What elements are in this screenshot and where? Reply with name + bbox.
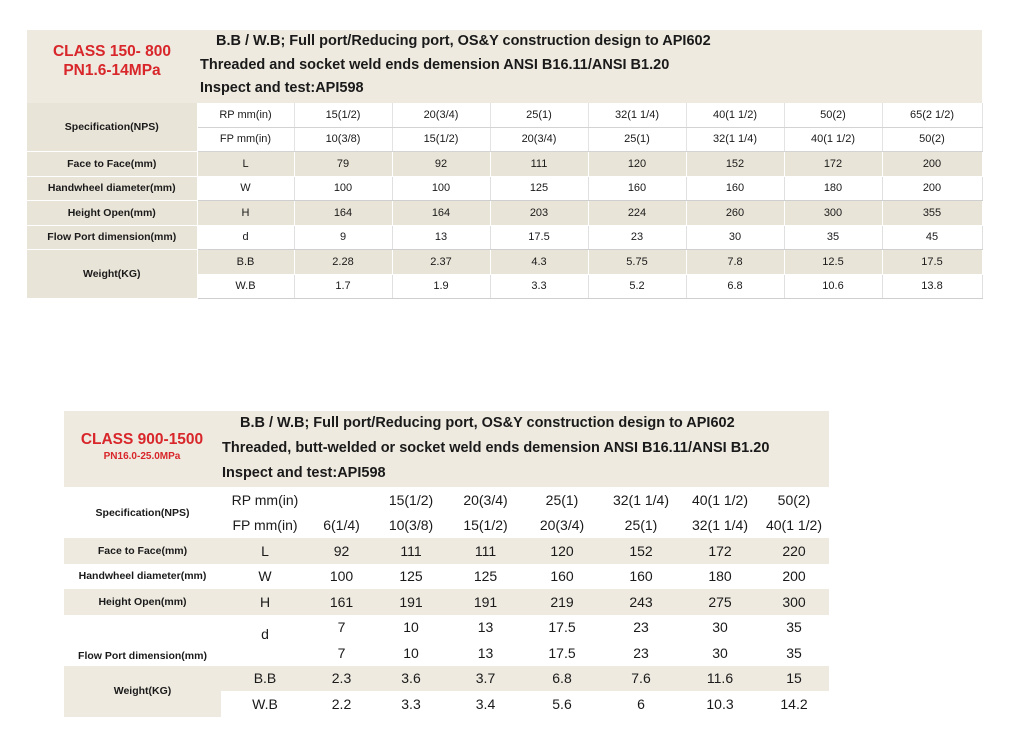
table-cell: 100: [392, 176, 490, 201]
row-label: Face to Face(mm): [27, 152, 197, 177]
table-cell: 2.3: [309, 666, 374, 692]
table-cell: 203: [490, 201, 588, 226]
table-cell: 15: [759, 666, 829, 692]
fp-label: FP mm(in): [232, 517, 298, 534]
table-cell: 45: [882, 225, 982, 250]
table-cell: 160: [588, 176, 686, 201]
table-cell: 17.5: [490, 225, 588, 250]
table-cell: 5.2: [588, 274, 686, 299]
table-cell: 10.3: [706, 695, 734, 712]
table-cell: 7: [337, 619, 346, 636]
table-cell: 25(1): [545, 491, 579, 508]
table-cell: 111: [490, 152, 588, 177]
table-cell: 164: [392, 201, 490, 226]
class-label: CLASS 150- 800: [52, 43, 172, 60]
description-line: Inspect and test:API598: [200, 80, 364, 96]
table-cell: 220: [759, 538, 829, 564]
table-row-handwheel: [64, 564, 829, 590]
table-cell: 6: [637, 695, 645, 712]
table-cell: 200: [882, 176, 982, 201]
table-cell: 275: [681, 589, 759, 615]
table-cell: 152: [686, 152, 784, 177]
flow-port-label: [64, 615, 221, 666]
table-cell: 243: [601, 589, 681, 615]
table-cell: 3.4: [475, 695, 496, 712]
table-row-height-open: [27, 201, 982, 226]
row-label: Height Open(mm): [64, 589, 221, 615]
table-cell: 7.6: [601, 666, 681, 692]
pressure-label: PN16.0-25.0MPa: [103, 451, 181, 463]
table-cell: 50(2): [784, 103, 882, 127]
weight-label: Weight(KG): [27, 250, 197, 299]
spec-label: Specification(NPS): [95, 506, 190, 519]
table-row-height-open: [64, 589, 829, 615]
table-cell: 224: [588, 201, 686, 226]
table-cell: 10(3/8): [388, 517, 434, 534]
table-cell: 14.2: [780, 695, 808, 712]
table-cell: 1.9: [392, 274, 490, 299]
class-label: CLASS 900-1500: [80, 431, 204, 448]
table-row-face-to-face: [27, 152, 982, 177]
table-cell: 2.37: [392, 250, 490, 275]
table-cell: 172: [784, 152, 882, 177]
table-cell: 6.8: [686, 274, 784, 299]
table-cell: 111: [448, 538, 523, 564]
table-cell: 161: [309, 589, 374, 615]
wb-label: W.B: [197, 274, 294, 299]
table-cell: 40(1 1/2): [765, 517, 823, 534]
table-cell: 164: [294, 201, 392, 226]
flow-port-symbol: d: [261, 626, 269, 642]
class-label-box: [27, 42, 197, 81]
row-symbol: L: [221, 538, 309, 564]
weight-label: Weight(KG): [64, 666, 221, 717]
table-cell: [309, 487, 374, 513]
class-label-box: [64, 430, 220, 464]
table-cell: 10(3/8): [294, 127, 392, 152]
table-cell: 219: [523, 589, 601, 615]
table-cell: 30: [712, 619, 728, 636]
table-cell: 25(1): [588, 127, 686, 152]
table-row-weight-bb: [64, 666, 829, 692]
table-cell: 3.3: [490, 274, 588, 299]
table-cell: 200: [782, 568, 806, 585]
table-cell: 12.5: [784, 250, 882, 275]
table-cell: 300: [759, 589, 829, 615]
table-cell: 191: [448, 589, 523, 615]
table-cell: 300: [784, 201, 882, 226]
dimension-table-class-900-1500: [64, 487, 829, 717]
description-line: Threaded and socket weld ends demension ANSI B16.11/ANSI B1.20: [200, 56, 670, 73]
table-cell: 79: [294, 152, 392, 177]
pressure-label: PN1.6-14MPa: [63, 62, 161, 80]
table-cell: 32(1 1/4): [686, 127, 784, 152]
table-cell: 160: [550, 568, 574, 585]
table-cell: 120: [588, 152, 686, 177]
table-cell: 191: [374, 589, 448, 615]
spec-label: Specification(NPS): [27, 103, 197, 152]
table-cell: 172: [681, 538, 759, 564]
table-cell: 40(1 1/2): [686, 103, 784, 127]
table-cell: 20(3/4): [539, 517, 585, 534]
table-cell: 1.7: [294, 274, 392, 299]
wb-label: W.B: [252, 695, 278, 712]
table-cell: 13: [477, 644, 494, 661]
table-cell: 120: [523, 538, 601, 564]
table-cell: 11.6: [681, 666, 759, 692]
table-cell: 35: [784, 225, 882, 250]
table-cell: 125: [473, 568, 498, 585]
table-cell: 32(1 1/4): [588, 103, 686, 127]
row-symbol: H: [197, 201, 294, 226]
table-cell: 35: [786, 619, 802, 636]
table-cell: 6.8: [523, 666, 601, 692]
table-cell: 200: [882, 152, 982, 177]
rp-label: RP mm(in): [231, 491, 299, 508]
row-label: Face to Face(mm): [64, 538, 221, 564]
table-cell: 92: [309, 538, 374, 564]
table-row-face-to-face: [64, 538, 829, 564]
table-cell: 15(1/2): [294, 103, 392, 127]
table-cell: 23: [633, 644, 649, 661]
table-cell: 100: [329, 568, 354, 585]
table-cell: 15(1/2): [392, 127, 490, 152]
description-line: B.B / W.B; Full port/Reducing port, OS&Y construction design to API602: [216, 33, 711, 49]
table-cell: 3.6: [374, 666, 448, 692]
table-cell: 152: [601, 538, 681, 564]
table-cell: 160: [629, 568, 653, 585]
table-cell: 13: [392, 225, 490, 250]
table-cell: 7.8: [686, 250, 784, 275]
flow-port-label-text: Flow Port dimension(mm): [78, 649, 207, 662]
table-cell: 100: [294, 176, 392, 201]
table-cell: 23: [633, 619, 649, 636]
table-row-flow-port-a: [64, 615, 829, 641]
table-cell: 25(1): [490, 103, 588, 127]
row-symbol: W: [258, 568, 272, 585]
table-cell: 17.5: [548, 644, 576, 661]
table-cell: 180: [784, 176, 882, 201]
table-cell: 20(3/4): [490, 127, 588, 152]
table-cell: 125: [399, 568, 423, 585]
table-cell: 6(1/4): [323, 517, 360, 534]
description-lines: [222, 411, 769, 486]
row-label: Flow Port dimension(mm): [27, 225, 197, 250]
table-cell: 3.7: [448, 666, 523, 692]
table-cell: 9: [294, 225, 392, 250]
table-cell: 10: [403, 644, 419, 661]
row-symbol: L: [197, 152, 294, 177]
table-row-weight-bb: [27, 250, 982, 275]
row-symbol: H: [221, 589, 309, 615]
table-cell: 20(3/4): [392, 103, 490, 127]
table-cell: 40(1 1/2): [691, 491, 749, 508]
row-label: Handwheel diameter(mm): [78, 570, 207, 583]
dimension-table-class-150-800: [27, 103, 983, 299]
table-cell: 32(1 1/4): [691, 517, 749, 534]
table-cell: 30: [686, 225, 784, 250]
table-cell: 23: [588, 225, 686, 250]
table-cell: 180: [708, 568, 732, 585]
table-cell: 4.3: [490, 250, 588, 275]
bb-label: B.B: [221, 666, 309, 692]
table-cell: 92: [392, 152, 490, 177]
table-row-flow-port: [27, 225, 982, 250]
table-cell: 260: [686, 201, 784, 226]
table-cell: 32(1 1/4): [612, 491, 670, 508]
table-cell: 13.8: [882, 274, 982, 299]
description-line: B.B / W.B; Full port/Reducing port, OS&Y construction design to API602: [240, 415, 735, 431]
table-cell: 160: [686, 176, 784, 201]
table-row: [27, 103, 982, 127]
table-cell: 65(2 1/2): [882, 103, 982, 127]
row-symbol: W: [197, 176, 294, 201]
table-cell: 355: [882, 201, 982, 226]
table-cell: 5.6: [552, 695, 572, 712]
description-line: Inspect and test:API598: [222, 465, 386, 481]
table-cell: 17.5: [882, 250, 982, 275]
table-cell: 2.2: [331, 695, 352, 712]
row-label: Height Open(mm): [27, 201, 197, 226]
table-row-handwheel: [27, 176, 982, 201]
row-symbol: d: [197, 225, 294, 250]
rp-label: RP mm(in): [197, 103, 294, 127]
row-label: Handwheel diameter(mm): [27, 176, 197, 201]
bb-label: B.B: [197, 250, 294, 275]
table-cell: 3.3: [401, 695, 421, 712]
table-cell: 35: [786, 644, 802, 661]
table-cell: 25(1): [624, 517, 658, 534]
table-cell: 7: [337, 644, 346, 661]
table-cell: 5.75: [588, 250, 686, 275]
table-cell: 15(1/2): [463, 517, 508, 534]
table-cell: 50(2): [882, 127, 982, 152]
table-cell: 10.6: [784, 274, 882, 299]
description-line: Threaded, butt-welded or socket weld ends demension ANSI B16.11/ANSI B1.20: [222, 440, 770, 456]
table-cell: 50(2): [777, 491, 811, 508]
table-cell: 20(3/4): [463, 491, 508, 508]
fp-label: FP mm(in): [197, 127, 294, 152]
table-cell: 10: [403, 619, 419, 636]
table-cell: 40(1 1/2): [784, 127, 882, 152]
table-row: [64, 487, 829, 513]
table-cell: 13: [477, 619, 494, 636]
table-cell: 111: [374, 538, 448, 564]
table-cell: 15(1/2): [388, 491, 434, 508]
table-cell: 2.28: [294, 250, 392, 275]
table-cell: 30: [712, 644, 728, 661]
table-cell: 17.5: [548, 619, 576, 636]
table-cell: 125: [490, 176, 588, 201]
description-lines: [200, 30, 711, 101]
